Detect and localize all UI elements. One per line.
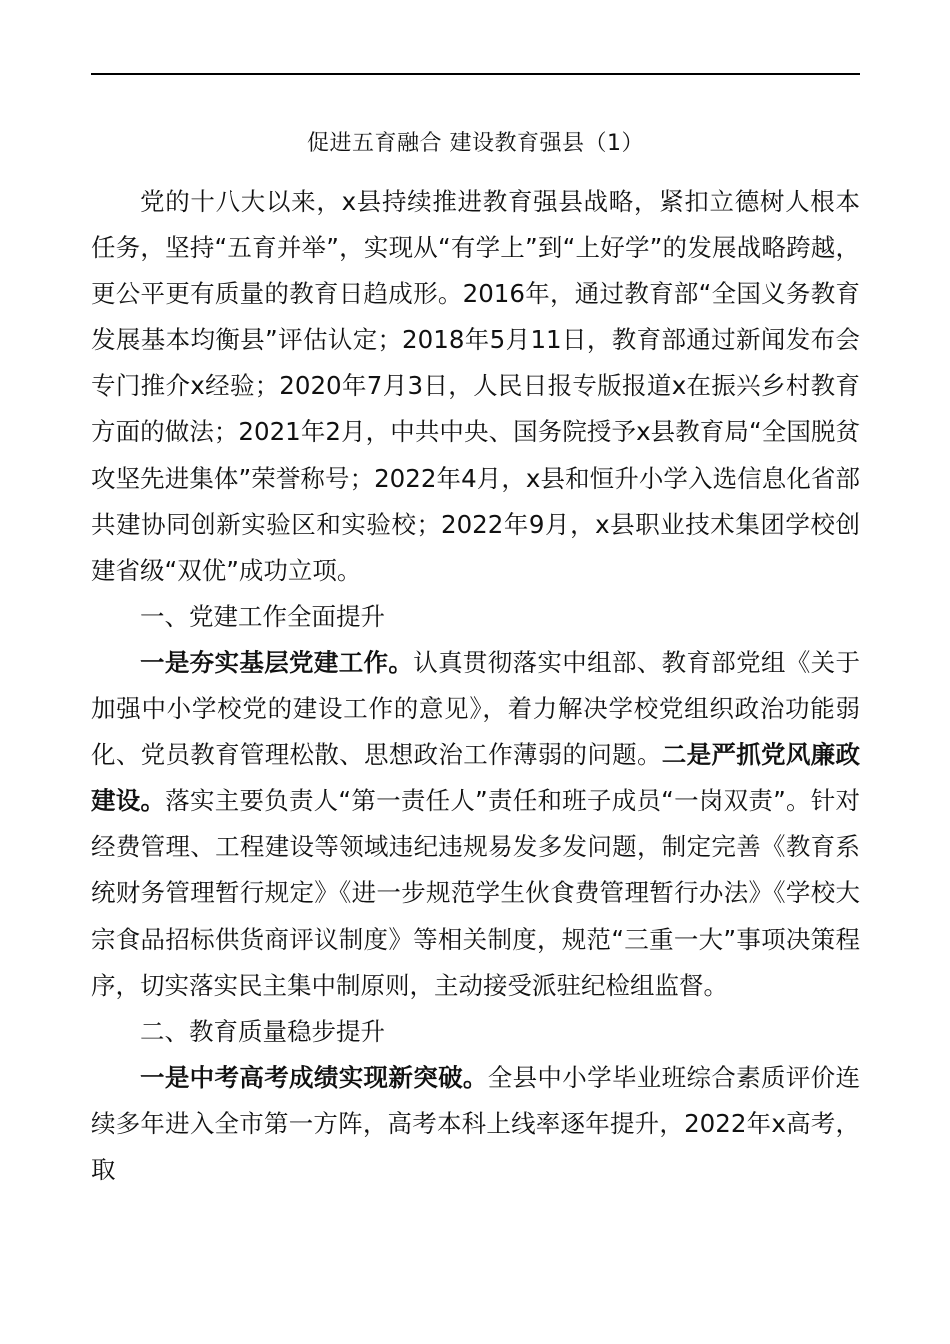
header-rule (91, 73, 860, 75)
party-building-text-2: 落实主要负责人“第一责任人”责任和班子成员“一岗双责”。针对经费管理、工程建设等领域违纪违规易发多发问题，制定完善《教育系统财务管理暂行规定》《进一步规范学生伙食费管理暂行办法》《学校大宗食品招标供货商评议制度》等相关制度，规范“三重一大”事项决策程序，切实落实民主集中制原则，主动接受派驻纪检组监督。 (91, 786, 860, 1000)
party-building-paragraph (91, 640, 860, 1009)
party-building-text-1: 认真贯彻落实中组部、教育部党组《关于加强中小学校党的建设工作的意见》，着力解决学校党组织政治功能弱化、党员教育管理松散、思想政治工作薄弱的问题。 (91, 647, 861, 770)
education-quality-paragraph (91, 1055, 860, 1193)
party-building-lead-2: 二是严抓党风廉政建设。 (91, 740, 860, 816)
document-body (91, 179, 860, 1193)
intro-paragraph: 党的十八大以来，x县持续推进教育强县战略，紧扣立德树人根本任务，坚持“五育并举”，实现从“有学上”到“上好学”的发展战略跨越，更公平更有质量的教育日趋成形。2016年，通过教育部“全国义务教育发展基本均衡县”评估认定；2018年5月11日，教育部通过新闻发布会专门推介x经验；2020年7月3日，人民日报专版报道x在振兴乡村教育方面的做法；2021年2月，中共中央、国务院授予x县教育局“全国脱贫攻坚先进集体”荣誉称号；2022年4月，x县和恒升小学入选信息化省部共建协同创新实验区和实验校；2022年9月，x县职业技术集团学校创建省级“双优”成功立项。 (91, 187, 860, 585)
section-heading-education-quality: 二、教育质量稳步提升 (140, 1016, 385, 1046)
education-quality-text-1: 全县中小学毕业班综合素质评价连续多年进入全市第一方阵，高考本科上线率逐年提升，2022年x高考，取 (91, 1062, 860, 1184)
education-quality-lead-1: 一是中考高考成绩实现新突破。 (140, 1062, 488, 1092)
section-heading-party-building: 一、党建工作全面提升 (140, 601, 385, 631)
document-title: 促进五育融合 建设教育强县（1） (307, 131, 644, 156)
party-building-lead-1: 一是夯实基层党建工作。 (140, 647, 414, 677)
